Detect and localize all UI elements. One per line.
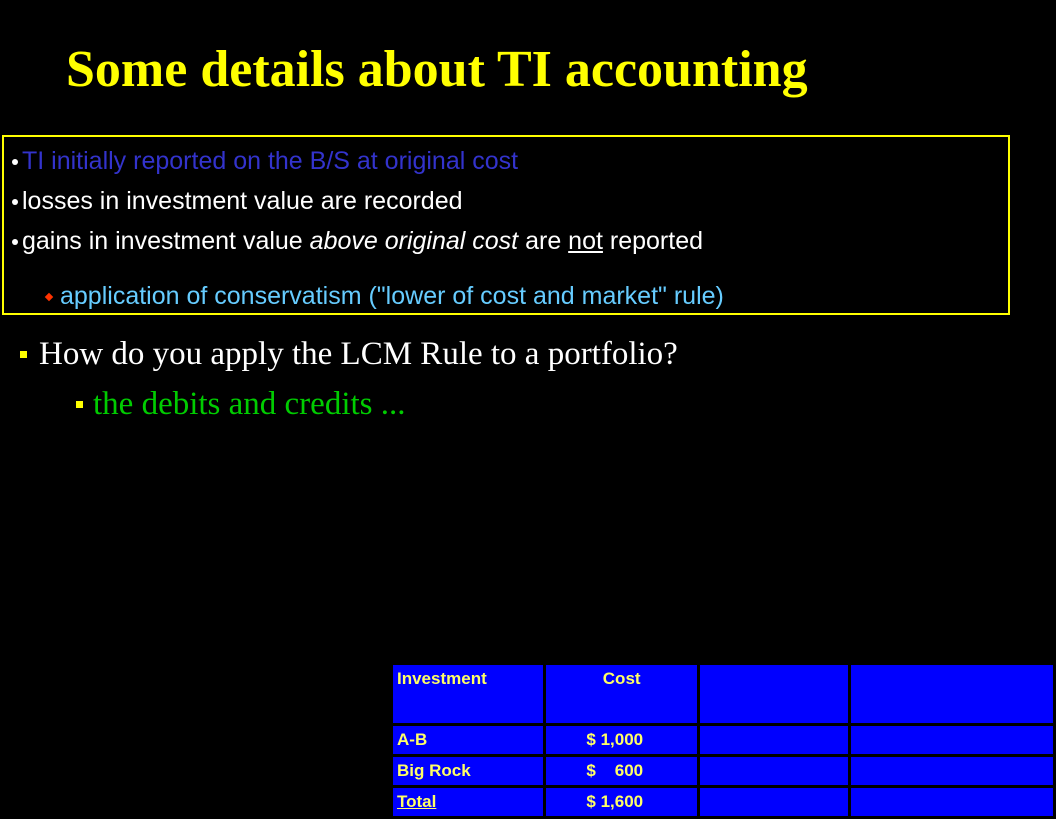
- table-cell: [700, 757, 848, 785]
- table-cell: [700, 726, 848, 754]
- table-header-cell: [851, 665, 1053, 723]
- main-bullet-text: How do you apply the LCM Rule to a portfolio?: [39, 336, 678, 372]
- bullet-text: gains in investment value: [22, 227, 310, 255]
- sub-bullet: [76, 386, 406, 423]
- table-cell: [851, 757, 1053, 785]
- sub-bullet-item: [46, 282, 724, 311]
- table-header-cell: Investment: [393, 665, 543, 723]
- table-header-row: [393, 665, 1053, 723]
- table-cell: $ 1,000: [546, 726, 697, 754]
- table-header-cell: [700, 665, 848, 723]
- bullet-text: reported: [602, 227, 703, 255]
- table-cell: Big Rock: [393, 757, 543, 785]
- square-bullet-icon: [76, 401, 83, 408]
- bullet-box: [2, 135, 1010, 315]
- sub-bullet-text: the debits and credits ...: [93, 386, 406, 422]
- table-cell: [851, 788, 1053, 816]
- table-row: [393, 788, 1053, 816]
- square-bullet-icon: [20, 351, 27, 358]
- table-cell: [851, 726, 1053, 754]
- table-cell: $ 1,600: [546, 788, 697, 816]
- bullet-item: [12, 227, 703, 256]
- table-header-cell: Cost: [546, 665, 697, 723]
- table-cell: A-B: [393, 726, 543, 754]
- bullet-dot-icon: [12, 159, 18, 165]
- table-row: [393, 726, 1053, 754]
- table-cell: $ 600: [546, 757, 697, 785]
- bullet-italic-text: above original cost: [309, 227, 519, 255]
- investment-table: [390, 662, 1056, 819]
- main-bullet: [20, 336, 678, 373]
- bullet-dot-icon: [12, 239, 18, 245]
- slide-title: Some details about TI accounting: [66, 41, 808, 98]
- bullet-item: [12, 187, 463, 216]
- table-cell: [700, 788, 848, 816]
- bullet-item: [12, 147, 518, 176]
- bullet-dot-icon: [12, 199, 18, 205]
- table-row: [393, 757, 1053, 785]
- table-cell: Total: [393, 788, 543, 816]
- bullet-text: application of conservatism ("lower of cost and market" rule): [60, 282, 724, 310]
- diamond-bullet-icon: [45, 292, 53, 300]
- bullet-text: are: [518, 227, 569, 255]
- bullet-underlined-text: not: [568, 227, 603, 255]
- bullet-text: TI initially reported on the B/S at original cost: [22, 147, 519, 175]
- bullet-text: losses in investment value are recorded: [22, 187, 463, 215]
